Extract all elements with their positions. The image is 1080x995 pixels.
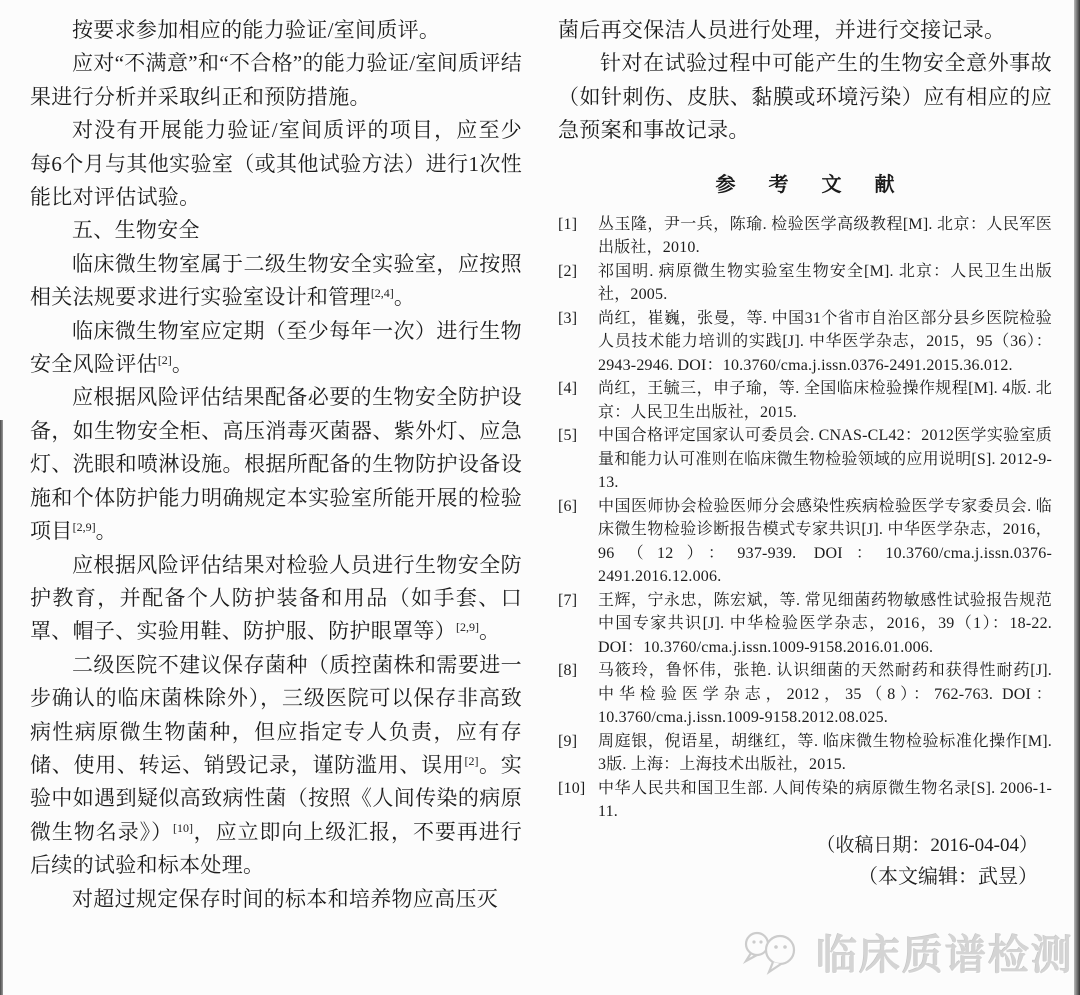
paragraph-text: 二级医院不建议保存菌种（质控菌株和需要进一步确认的临床菌株除外），三级医院可以保存非高致病性病原微生物菌种，但应指定专人负责，应有存储、使用、转运、销毁记录，谨防滥用、误用 [30,652,522,777]
paragraph-text: 。 [393,285,416,310]
reference-number: [9] [558,732,578,750]
reference-text: 马筱玲，鲁怀伟，张艳. 认识细菌的天然耐药和获得性耐药[J]. 中华检验医学杂志，2012，35（8）：762-763. DOI：10.3760/cma.j.issn.1009-9158.2012.08.025. [598,662,1052,727]
paragraph-text: 。 [95,519,117,544]
reference-number: [4] [558,380,578,398]
paragraph-text: 临床微生物室属于二级生物安全实验室，应按照相关法规要求进行实验室设计和管理 [30,251,522,310]
paragraph [30,883,522,916]
citation-superscript: [2] [464,753,479,768]
wechat-bubbles-logo-icon [742,926,808,978]
scan-edge-left [0,420,3,995]
editor-note: （本文编辑：武昱） [858,865,1038,888]
paragraph [30,114,522,214]
citation-superscript: [2,9] [456,620,479,635]
paragraph-text: 。 [171,352,194,377]
paragraph-text: 应根据风险评估结果配备必要的生物安全防护设备，如生物安全柜、高压消毒灭菌器、紫外灯、应急灯、洗眼和喷淋设施。根据所配备的生物防护设备设施和个体防护能力明确规定本实验室所能开展的检验项目 [30,385,522,544]
reference-number: [6] [558,497,578,515]
paragraph-text: 按要求参加相应的能力验证/室间质评。 [72,18,441,42]
citation-superscript: [2,4] [370,286,394,301]
reference-item [558,260,1052,307]
paragraph [30,649,522,883]
reference-text: 祁国明. 病原微生物实验室生物安全[M]. 北京：人民卫生出版社，2005. [598,262,1052,304]
paragraph-text: 菌后再交保洁人员进行处理，并进行交接记录。 [558,18,1006,42]
paragraph-text: 临床微生物室应定期（至少每年一次）进行生物安全风险评估 [30,318,522,377]
right-column-paragraphs [558,14,1052,148]
reference-item [558,307,1052,378]
received-date: （收稿日期：2016-04-04） [816,834,1038,856]
paragraph-text: 针对在试验过程中可能产生的生物安全意外事故（如针刺伤、皮肤、黏膜或环境污染）应有相应的应急预案和事故记录。 [558,51,1052,143]
left-column [30,14,522,916]
paragraph-text: 应对“不满意”和“不合格”的能力验证/室间质评结果进行分析并采取纠正和预防措施。 [30,51,522,109]
reference-text: 丛玉隆，尹一兵，陈瑜. 检验医学高级教程[M]. 北京：人民军医出版社，2010. [598,215,1052,257]
reference-item [558,589,1052,660]
right-column [558,14,1052,890]
paragraph-text: 。实验中如遇到疑似高致病性菌（按照《人间传染的病原微生物名录》） [30,752,523,844]
reference-number: [3] [558,309,578,327]
watermark-text: 临床质谱检测 [816,932,1074,978]
paragraph [558,14,1052,47]
citation-superscript: [10] [173,820,194,835]
reference-item [558,377,1052,424]
scan-edge-right [1074,0,1080,995]
paragraph [558,47,1052,147]
paragraph-text: 应根据风险评估结果对检验人员进行生物安全防护教育，并配备个人防护装备和用品（如手套、口罩、帽子、实验用鞋、防护服、防护眼罩等） [30,552,522,644]
reference-item [558,777,1052,824]
reference-item [558,213,1052,260]
reference-number: [7] [558,591,578,609]
reference-item [558,495,1052,589]
reference-number: [8] [558,662,578,680]
citation-superscript: [2] [157,353,172,368]
paragraph [30,381,522,548]
reference-item [558,659,1052,730]
reference-text: 王辉，宁永忠，陈宏斌，等. 常见细菌药物敏感性试验报告规范中国专家共识[J]. 中华检验医学杂志，2016，39（1）：18-22. DOI：10.3760/cma.j.issn.1009-9158.2016.01.006. [598,591,1052,656]
reference-number: [1] [558,215,578,233]
paragraph [30,549,522,649]
reference-text: 尚红，王毓三，申子瑜，等. 全国临床检验操作规程[M]. 4版. 北京：人民卫生出版社，2015. [598,380,1052,421]
reference-text: 中国合格评定国家认可委员会. CNAS-CL42：2012医学实验室质量和能力认可准则在临床微生物检验领域的应用说明[S]. 2012-9-13. [598,427,1052,492]
reference-text: 尚红，崔巍，张曼，等. 中国31个省市自治区部分县乡医院检验人员技术能力培训的实践[J]. 中华医学杂志，2015，95（36）：2943-2946. DOI：10.3760/cma.j.issn.0376-2491.2015.36.012. [598,309,1052,374]
reference-number: [5] [558,427,578,445]
paragraph-text: 对超过规定保存时间的标本和培养物应高压灭 [72,886,498,911]
paragraph [30,47,522,114]
reference-number: [2] [558,262,578,280]
citation-superscript: [2,9] [72,520,96,535]
references-heading: 参 考 文 献 [715,173,909,196]
reference-number: [10] [558,779,586,797]
reference-text: 中华人民共和国卫生部. 人间传染的病原微生物名录[S]. 2006-1-11. [598,779,1052,821]
paragraph [30,248,522,315]
paragraph-text: ，应立即向上级汇报，不要再进行后续的试验和标本处理。 [30,819,523,878]
paragraph-text: 对没有开展能力验证/室间质评的项目，应至少每6个月与其他实验室（或其他试验方法）进行1次性能比对评估试验。 [30,118,522,210]
paragraph [30,14,522,47]
paragraph [30,214,522,247]
reference-text: 中国医师协会检验医师分会感染性疾病检验医学专家委员会. 临床微生物检验诊断报告模式专家共识[J]. 中华医学杂志，2016，96（12）：937-939. DOI：10.3760/cma.j.issn.0376-2491.2016.12.006. [598,497,1052,586]
paragraph-text: 五、生物安全 [72,218,200,243]
paragraph [30,315,522,382]
reference-item [558,730,1052,777]
reference-item [558,424,1052,495]
reference-text: 周庭银，倪语星，胡继红，等. 临床微生物检验标准化操作[M]. 3版. 上海：上海技术出版社，2015. [598,732,1052,774]
paragraph-text: 。 [479,619,501,644]
watermark [742,922,1074,981]
references-list [558,213,1052,824]
